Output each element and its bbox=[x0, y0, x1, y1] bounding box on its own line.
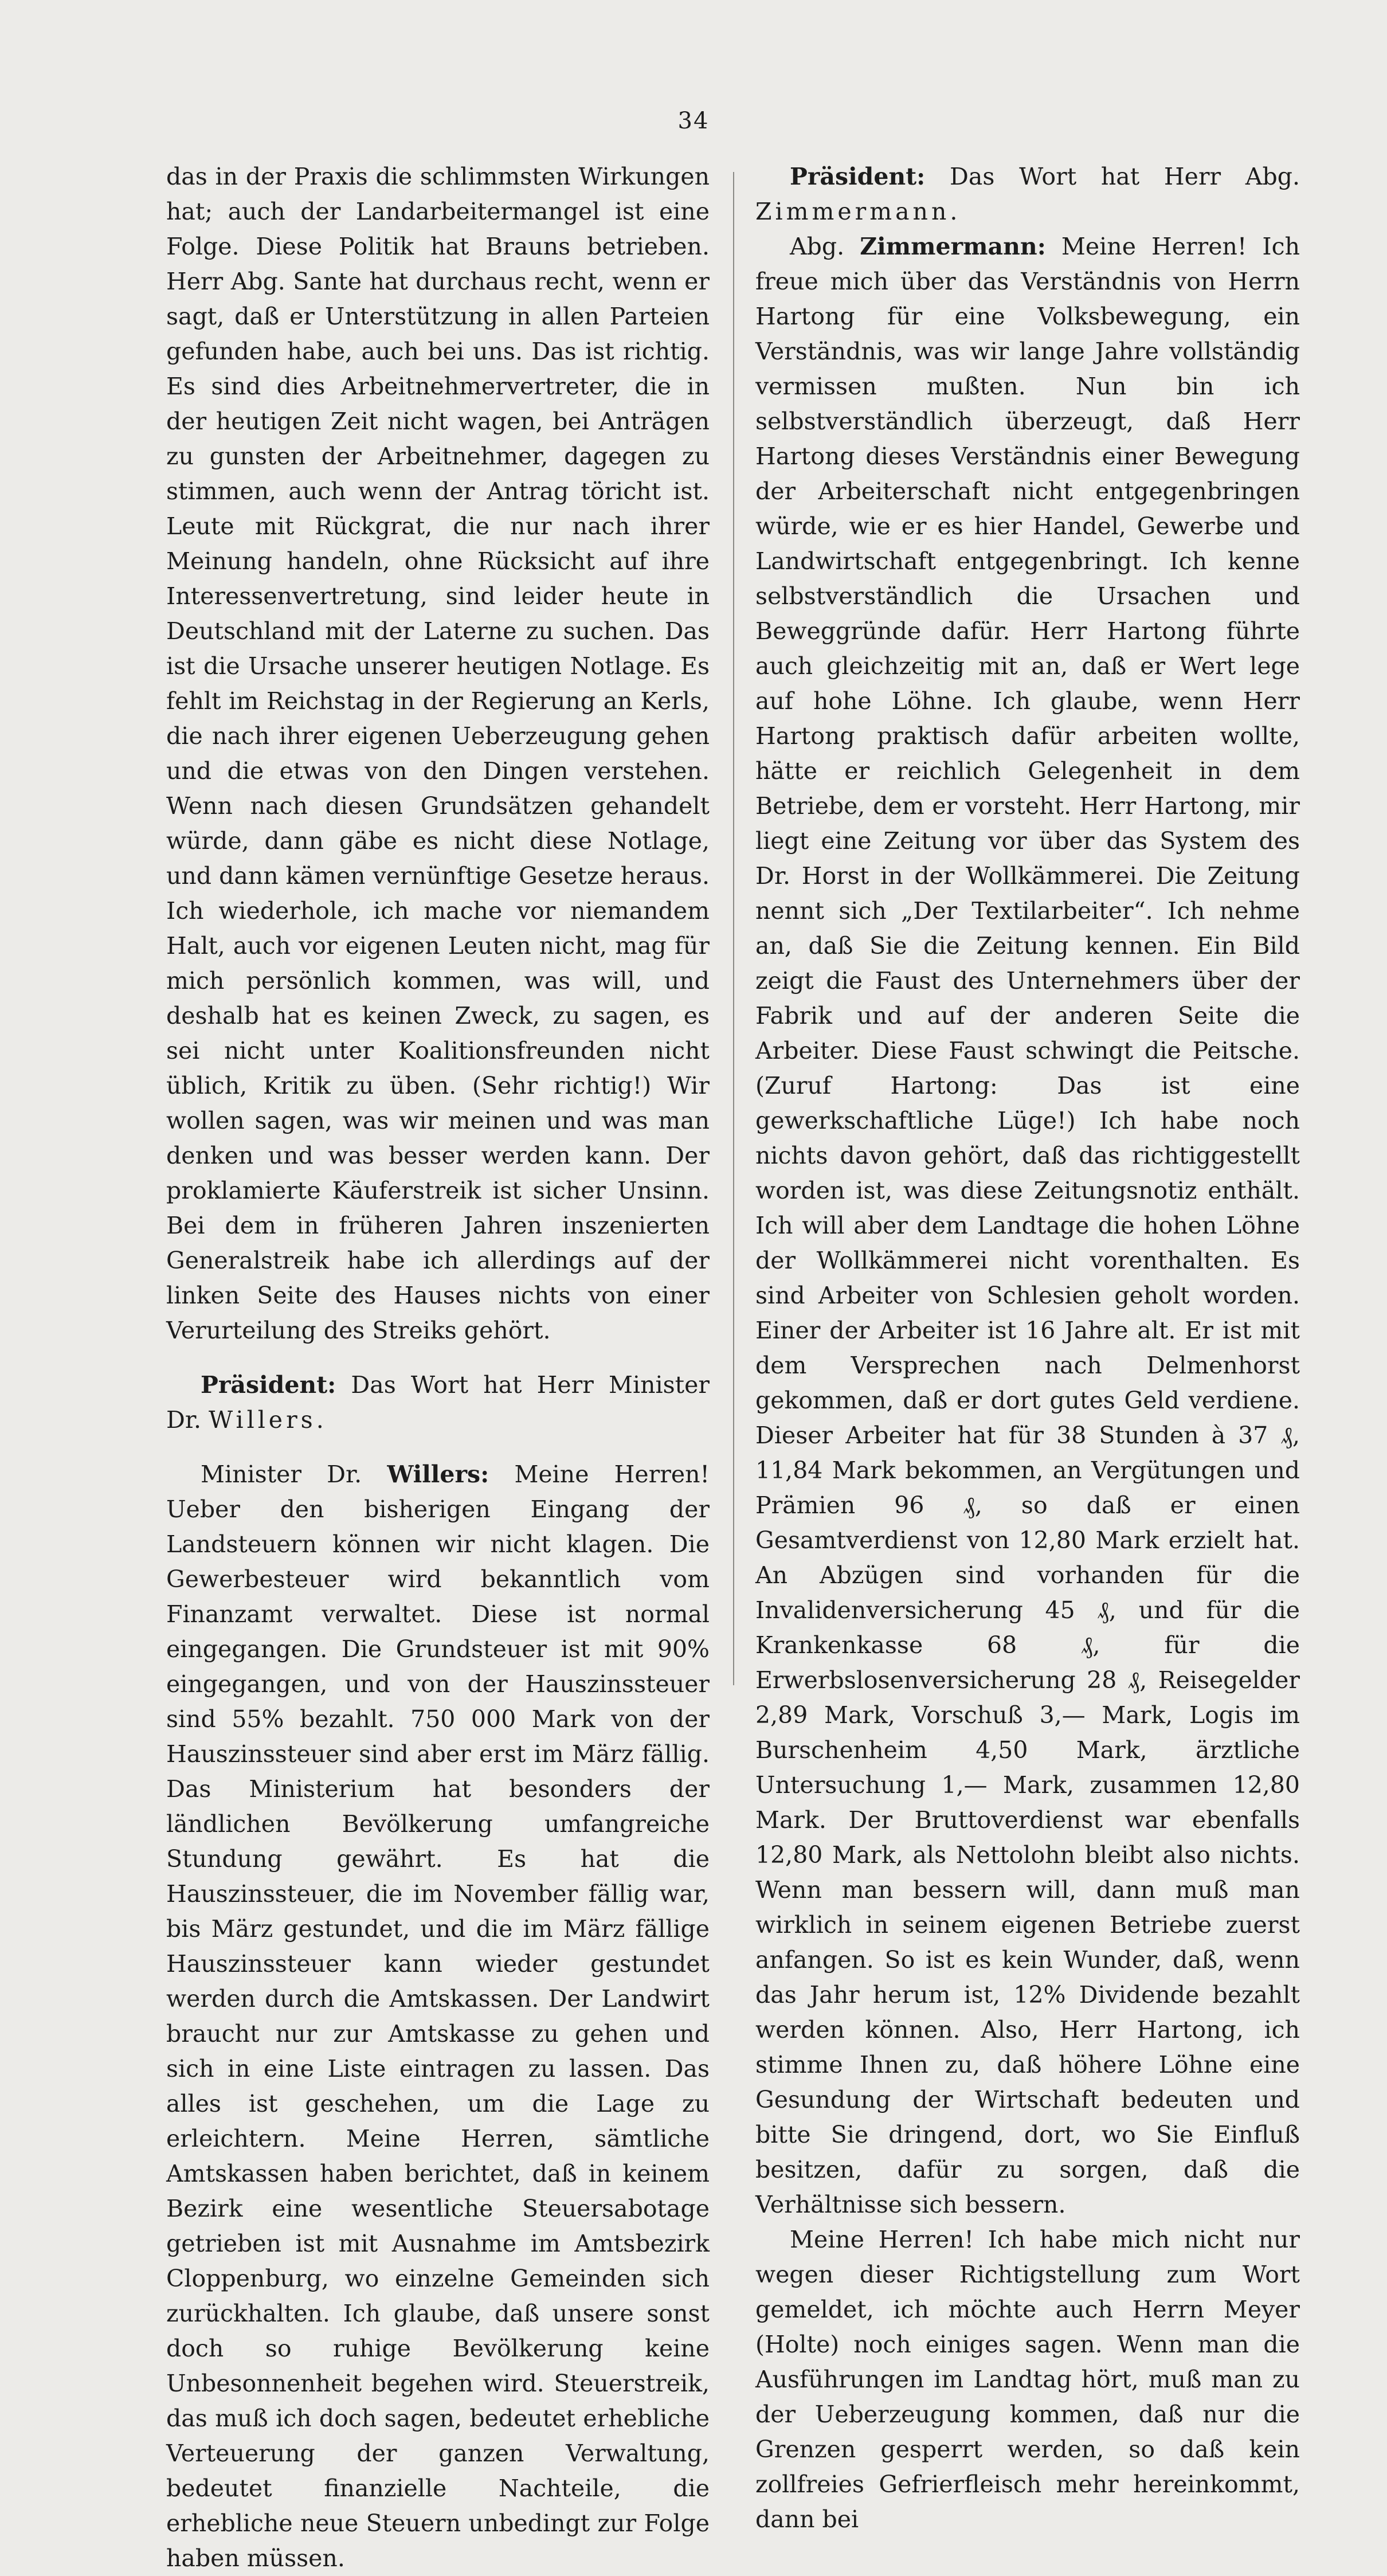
speaker-paragraph bbox=[166, 1368, 710, 1438]
left-column bbox=[166, 159, 710, 2576]
speaker-label: Präsident: bbox=[790, 163, 926, 190]
speaker-name: Willers. bbox=[209, 1406, 327, 1434]
paragraph-text: Das Wort hat Herr Minister Dr. bbox=[166, 1371, 710, 1434]
speaker-label: Präsident: bbox=[201, 1371, 336, 1399]
speaker-paragraph bbox=[755, 159, 1300, 229]
right-column bbox=[755, 159, 1300, 2537]
paragraph: das in der Praxis die schlimmsten Wirkungen hat; auch der Landarbeitermangel ist eine Folge. Diese Politik hat Brauns betrieben. Herr Abg. Sante hat durchaus recht, wenn er sagt, daß er Unterstützung in allen Parteien gefunden habe, auch bei uns. Das ist richtig. Es sind dies Arbeitnehmervertreter, die in der heutigen Zeit nicht wagen, bei Anträgen zu gunsten der Arbeitnehmer, dagegen zu stimmen, auch wenn der Antrag töricht ist. Leute mit Rückgrat, die nur nach ihrer Meinung handeln, ohne Rücksicht auf ihre Interessenvertretung, sind leider heute in Deutschland mit der Laterne zu suchen. Das ist die Ursache unserer heutigen Notlage. Es fehlt im Reichstag in der Regierung an Kerls, die nach ihrer eigenen Ueberzeugung gehen und die etwas von den Dingen verstehen. Wenn nach diesen Grundsätzen gehandelt würde, dann gäbe es nicht diese Notlage, und dann kämen vernünftige Gesetze heraus. Ich wiederhole, ich mache vor niemandem Halt, auch vor eigenen Leuten nicht, mag für mich persönlich kommen, was will, und deshalb hat es keinen Zweck, zu sagen, es sei nicht unter Koalitionsfreunden nicht üblich, Kritik zu üben. (Sehr richtig!) Wir wollen sagen, was wir meinen und was man denken und was besser werden kann. Der proklamierte Käuferstreik ist sicher Unsinn. Bei dem in früheren Jahren inszenierten Generalstreik habe ich allerdings auf der linken Seite des Hauses nichts von einer Verurteilung des Streiks gehört. bbox=[166, 163, 710, 1344]
page-number: 34 bbox=[677, 108, 710, 134]
speaker-title: Abg. bbox=[790, 233, 860, 260]
speaker-label: Zimmermann: bbox=[860, 233, 1046, 260]
column-divider bbox=[733, 172, 734, 1685]
speaker-title: Minister Dr. bbox=[201, 1461, 387, 1488]
paragraph-text: Meine Herren! Ich freue mich über das Verständnis von Herrn Hartong für eine Volksbewegung, ein Verständnis, was wir lange Jahre vollständig vermissen mußten. Nun bin ich selbstverständlich überzeugt, daß Herr Hartong dieses Verständnis einer Bewegung der Arbeiterschaft nicht entgegenbringen würde, wie er es hier Handel, Gewerbe und Landwirtschaft entgegenbringt. Ich kenne selbstverständlich die Ursachen und Beweggründe dafür. Herr Hartong führte auch gleichzeitig mit an, daß er Wert lege auf hohe Löhne. Ich glaube, wenn Herr Hartong praktisch dafür arbeiten wollte, hätte er reichlich Gelegenheit in dem Betriebe, dem er vorsteht. Herr Hartong, mir liegt eine Zeitung vor über das System des Dr. Horst in der Wollkämmerei. Die Zeitung nennt sich „Der Textilarbeiter“. Ich nehme an, daß Sie die Zeitung kennen. Ein Bild zeigt die Faust des Unternehmers über der Fabrik und auf der anderen Seite die Arbeiter. Diese Faust schwingt die Peitsche. (Zuruf Hartong: Das ist eine gewerkschaftliche Lüge!) Ich habe noch nichts davon gehört, daß das richtiggestellt worden ist, was diese Zeitungsnotiz enthält. Ich will aber dem Landtage die hohen Löhne der Wollkämmerei nicht vorenthalten. Es sind Arbeiter von Schlesien geholt worden. Einer der Arbeiter ist 16 Jahre alt. Er ist mit dem Versprechen nach Delmenhorst gekommen, daß er dort gutes Geld verdiene. Dieser Arbeiter hat für 38 Stunden à 37 ₰, 11,84 Mark bekommen, an Vergütungen und Prämien 96 ₰, so daß er einen Gesamtverdienst von 12,80 Mark erzielt hat. An Abzügen sind vorhanden für die Invalidenversicherung 45 ₰, und für die Krankenkasse 68 ₰, für die Erwerbslosenversicherung 28 ₰, Reisegelder 2,89 Mark, Vorschuß 3,— Mark, Logis im Burschenheim 4,50 Mark, ärztliche Untersuchung 1,— Mark, zusammen 12,80 Mark. Der Bruttoverdienst war ebenfalls 12,80 Mark, als Nettolohn bleibt also nichts. Wenn man bessern will, dann muß man wirklich in seinem eigenen Betriebe zuerst anfangen. So ist es kein Wunder, daß, wenn das Jahr herum ist, 12% Dividende bezahlt werden können. Also, Herr Hartong, ich stimme Ihnen zu, daß höhere Löhne eine Gesundung der Wirtschaft bedeuten und bitte Sie dringend, dort, wo Sie Einfluß besitzen, dafür zu sorgen, daß die Verhältnisse sich bessern. bbox=[755, 233, 1300, 2218]
speech-paragraph bbox=[166, 1457, 710, 2576]
speaker-label: Willers: bbox=[387, 1461, 489, 1488]
paragraph-text: Das Wort hat Herr Abg. bbox=[925, 163, 1300, 190]
paragraph: Meine Herren! Ich habe mich nicht nur wegen dieser Richtigstellung zum Wort gemeldet, ich möchte auch Herrn Meyer (Holte) noch einiges sagen. Wenn man die Ausführungen im Landtag hört, muß man zu der Ueberzeugung kommen, daß nur die Grenzen gesperrt werden, so daß kein zollfreies Gefrierfleisch mehr hereinkommt, dann bei bbox=[755, 2226, 1300, 2533]
speaker-name: Zimmermann. bbox=[755, 198, 961, 225]
speech-paragraph bbox=[755, 229, 1300, 2222]
paragraph-text: Meine Herren! Ueber den bisherigen Eingang der Landsteuern können wir nicht klagen. Die Gewerbesteuer wird bekanntlich vom Finanzamt verwaltet. Diese ist normal eingegangen. Die Grundsteuer ist mit 90% eingegangen, und von der Hauszinssteuer sind 55% bezahlt. 750 000 Mark von der Hauszinssteuer sind aber erst im März fällig. Das Ministerium hat besonders der ländlichen Bevölkerung umfangreiche Stundung gewährt. Es hat die Hauszinssteuer, die im November fällig war, bis März gestundet, und die im März fällige Hauszinssteuer kann wieder gestundet werden durch die Amtskassen. Der Landwirt braucht nur zur Amtskasse zu gehen und sich in eine Liste eintragen zu lassen. Das alles ist geschehen, um die Lage zu erleichtern. Meine Herren, sämtliche Amtskassen haben berichtet, daß in keinem Bezirk eine wesentliche Steuersabotage getrieben ist mit Ausnahme im Amtsbezirk Cloppenburg, wo einzelne Gemeinden sich zurückhalten. Ich glaube, daß unsere sonst doch so ruhige Bevölkerung keine Unbesonnenheit begehen wird. Steuerstreik, das muß ich doch sagen, bedeutet erhebliche Verteuerung der ganzen Verwaltung, bedeutet finanzielle Nachteile, die erhebliche neue Steuern unbedingt zur Folge haben müssen. bbox=[166, 1461, 710, 2572]
